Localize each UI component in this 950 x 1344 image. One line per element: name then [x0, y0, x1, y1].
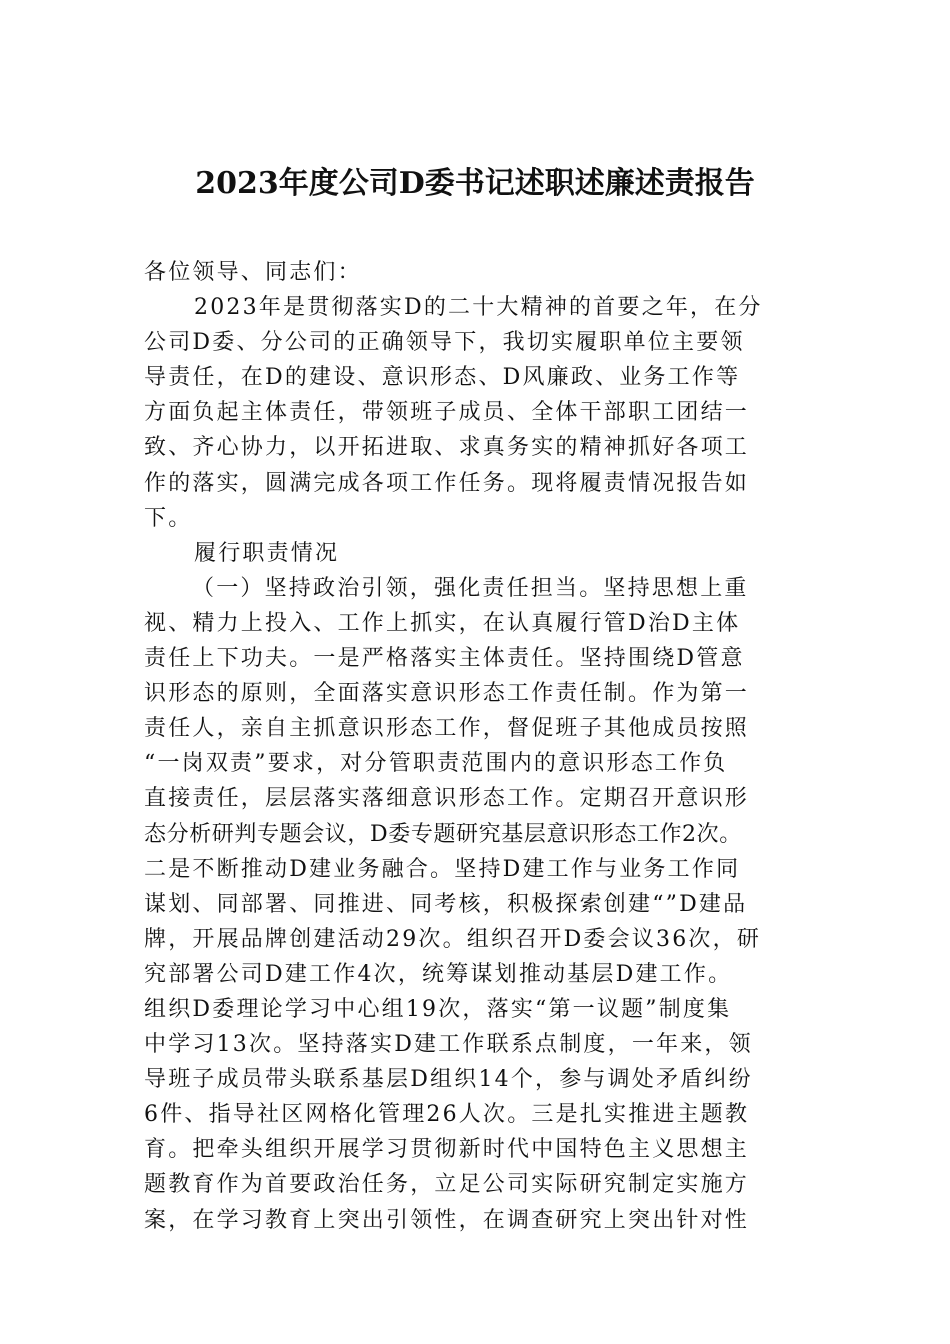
document-body [144, 255, 808, 1238]
paragraph-line: 方面负起主体责任，带领班子成员、全体干部职工团结一 [144, 400, 750, 426]
paragraph-line: 牌，开展品牌创建活动29次。组织召开D委会议36次，研 [144, 926, 762, 952]
paragraph-line: 6件、指导社区网格化管理26人次。三是扎实推进主题教 [144, 1102, 750, 1128]
paragraph-line: 题教育作为首要政治任务，立足公司实际研究制定实施方 [144, 1172, 750, 1198]
paragraph-line: 致、齐心协力，以开拓进取、求真务实的精神抓好各项工 [144, 435, 750, 461]
paragraph-line: 下。 [144, 505, 193, 531]
paragraph-line: 导责任，在D的建设、意识形态、D风廉政、业务工作等 [144, 365, 741, 391]
paragraph-line: 公司D委、分公司的正确领导下，我切实履职单位主要领 [144, 330, 745, 356]
document-title: 2023年度公司D委书记述职述廉述责报告 [195, 166, 755, 201]
section-heading: 履行职责情况 [194, 540, 340, 566]
paragraph-line: 谋划、同部署、同推进、同考核，积极探索创建“”D建品 [144, 891, 748, 917]
paragraph-line: 作的落实，圆满完成各项工作任务。现将履责情况报告如 [144, 470, 750, 496]
paragraph-line: 中学习13次。坚持落实D建工作联系点制度，一年来，领 [144, 1032, 753, 1058]
paragraph-line: 视、精力上投入、工作上抓实，在认真履行管D治D主体 [144, 610, 741, 636]
paragraph-line: 责任人，亲自主抓意识形态工作，督促班子其他成员按照 [144, 716, 750, 742]
paragraph-line: 案，在学习教育上突出引领性，在调查研究上突出针对性 [144, 1207, 750, 1233]
paragraph-line: “一岗双责”要求，对分管职责范围内的意识形态工作负 [144, 751, 728, 777]
paragraph-line: 组织D委理论学习中心组19次，落实“第一议题”制度集 [144, 996, 732, 1022]
paragraph-line: 识形态的原则，全面落实意识形态工作责任制。作为第一 [144, 681, 750, 707]
paragraph-line: 究部署公司D建工作4次，统筹谋划推动基层D建工作。 [144, 961, 733, 987]
paragraph-line: 态分析研判专题会议，D委专题研究基层意识形态工作2次。 [144, 821, 742, 847]
paragraph-line: 二是不断推动D建业务融合。坚持D建工作与业务工作同 [144, 856, 741, 882]
paragraph-line: 导班子成员带头联系基层D组织14个，参与调处矛盾纠纷 [144, 1067, 753, 1093]
paragraph-line: （一）坚持政治引领，强化责任担当。坚持思想上重 [192, 575, 749, 601]
salutation: 各位领导、同志们： [144, 260, 362, 285]
paragraph-line: 2023年是贯彻落实D的二十大精神的首要之年，在分 [194, 295, 763, 321]
paragraph-line: 责任上下功夫。一是严格落实主体责任。坚持围绕D管意 [144, 646, 745, 672]
paragraph-line: 育。把牵头组织开展学习贯彻新时代中国特色主义思想主 [144, 1137, 750, 1163]
paragraph-line: 直接责任，层层落实落细意识形态工作。定期召开意识形 [144, 786, 750, 812]
